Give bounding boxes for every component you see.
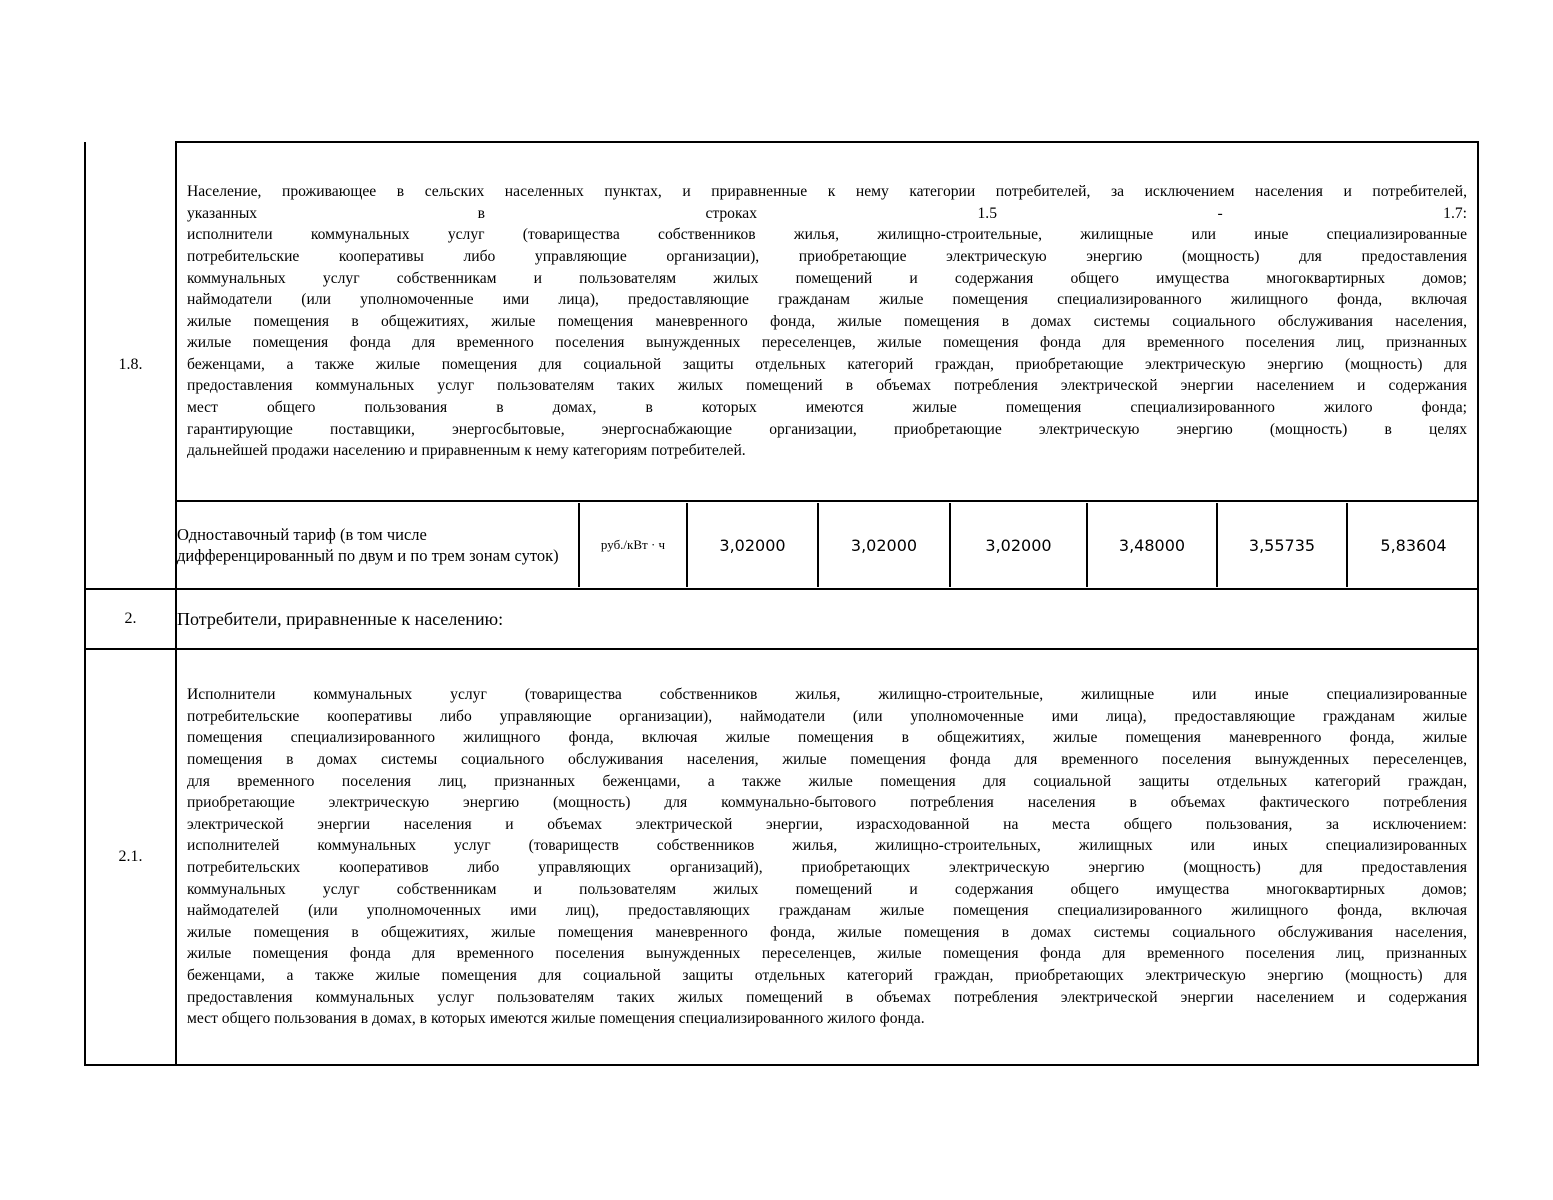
tariff-value: 3,02000 bbox=[687, 503, 818, 587]
tariff-value: 3,48000 bbox=[1087, 503, 1217, 587]
text-line: Исполнители коммунальных услуг (товарищества собственников жилья, жилищно-строительные, жилищные или иные специализированные bbox=[187, 686, 1467, 704]
tariff-value: 3,55735 bbox=[1217, 503, 1347, 587]
text-line: наймодателей (или уполномоченных ими лиц), предоставляющих гражданам жилые помещения специализированного жилищного фонда, включая bbox=[187, 902, 1467, 920]
text-line: для временного поселения лиц, признанных беженцами, а также жилые помещения для социальной защиты отдельных категорий граждан, bbox=[187, 772, 1467, 790]
tariff-table bbox=[84, 141, 1479, 1066]
text-line: электрической энергии населения и объемах электрической энергии, израсходованной на места общего пользования, за исключением: bbox=[187, 815, 1467, 833]
text-line: наймодатели (или уполномоченные ими лица), предоставляющие гражданам жилые помещения специализированного жилищного фонда, включая bbox=[187, 291, 1467, 309]
row-number: 1.8. bbox=[85, 142, 176, 589]
tariff-value: 3,02000 bbox=[818, 503, 950, 587]
text-line: мест общего пользования в домах, в которых имеются жилые помещения специализированного жилого фонда. bbox=[187, 1010, 925, 1028]
row-2-1 bbox=[85, 649, 1478, 1065]
text-line: коммунальных услуг собственникам и пользователям жилых помещений и содержания общего имущества многоквартирных домов; bbox=[187, 269, 1467, 287]
text-line: жилые помещения фонда для временного поселения вынужденных переселенцев, жилые помещения фонда для временного поселения лиц, признанных bbox=[187, 334, 1467, 352]
text-line: предоставления коммунальных услуг пользователям таких жилых помещений в объемах потребления электрической энергии населением и содержания bbox=[187, 377, 1467, 395]
text-line: беженцами, а также жилые помещения для социальной защиты отдельных категорий граждан, приобретающих электрическую энергию (мощность) для bbox=[187, 966, 1467, 984]
text-line: мест общего пользования в домах, в которых имеются жилые помещения специализированного жилого фонда; bbox=[187, 399, 1467, 417]
text-line: исполнители коммунальных услуг (товарищества собственников жилья, жилищно-строительные, жилищные или иные специализированные bbox=[187, 226, 1467, 244]
text-line: приобретающие электрическую энергию (мощность) для коммунально-бытового потребления населения в объемах фактического потребления bbox=[187, 794, 1467, 812]
text-line: беженцами, а также жилые помещения для социальной защиты отдельных категорий граждан, приобретающие электрическую энергию (мощность) для bbox=[187, 355, 1467, 373]
text-line: потребительские кооперативы либо управляющие организации), приобретающие электрическую энергию (мощность) для предоставления bbox=[187, 247, 1467, 265]
row-number: 2. bbox=[85, 589, 176, 649]
text-line: исполнителей коммунальных услуг (товариществ собственников жилья, жилищно-строительных, жилищных или иных специализированных bbox=[187, 837, 1467, 855]
text-line: жилые помещения фонда для временного поселения вынужденных переселенцев, жилые помещения фонда для временного поселения лиц, признанных bbox=[187, 945, 1467, 963]
row-2 bbox=[85, 589, 1478, 649]
tariff-value: 5,83604 bbox=[1347, 503, 1479, 587]
row-description-cell bbox=[176, 142, 1478, 501]
text-line: помещения в домах системы социального обслуживания населения, жилые помещения фонда для временного поселения вынужденных переселенцев, bbox=[187, 751, 1467, 769]
text-line: гарантирующие поставщики, энергосбытовые, энергоснабжающие организации, приобретающие электрическую энергию (мощность) в целях bbox=[187, 420, 1467, 438]
row-description-cell bbox=[176, 649, 1478, 1065]
row-description bbox=[177, 181, 1477, 462]
text-line: дальнейшей продажи населению и приравненным к нему категориям потребителей. bbox=[187, 442, 746, 460]
tariff-unit: руб./кВт · ч bbox=[579, 503, 687, 587]
text-line: потребительских кооперативов либо управляющих организаций), приобретающих электрическую энергию (мощность) для предоставления bbox=[187, 859, 1467, 876]
tariff-name: Одноставочный тариф (в том числе дифференцированный по двум и по трем зонам суток) bbox=[177, 503, 579, 587]
text-line: коммунальных услуг собственникам и пользователям жилых помещений и содержания общего имущества многоквартирных домов; bbox=[187, 880, 1467, 898]
text-line: жилые помещения в общежитиях, жилые помещения маневренного фонда, жилые помещения в домах системы социального обслуживания населения, bbox=[187, 312, 1467, 330]
tariff-cell bbox=[176, 501, 1478, 589]
tariff-values-table bbox=[177, 503, 1479, 587]
text-line: потребительские кооперативы либо управляющие организации), наймодатели (или уполномоченные ими лица), предоставляющие гражданам жилые bbox=[187, 707, 1467, 725]
text-line: жилые помещения в общежитиях, жилые помещения маневренного фонда, жилые помещения в домах системы социального обслуживания населения, bbox=[187, 923, 1467, 941]
row-1-8 bbox=[85, 142, 1478, 501]
row-number: 2.1. bbox=[85, 649, 176, 1065]
text-line: Население, проживающее в сельских населенных пунктах, и приравненные к нему категории потребителей, за исключением населения и потребителей, bbox=[187, 183, 1467, 201]
tariff-row bbox=[85, 501, 1478, 589]
row-heading: Потребители, приравненные к населению: bbox=[176, 589, 1478, 649]
text-line: предоставления коммунальных услуг пользователям таких жилых помещений в объемах потребления электрической энергии населением и содержания bbox=[187, 988, 1467, 1006]
text-line: помещения специализированного жилищного фонда, включая жилые помещения в общежитиях, жилые помещения маневренного фонда, жилые bbox=[187, 729, 1467, 747]
tariff-value: 3,02000 bbox=[950, 503, 1087, 587]
text-line: указанных в строках 1.5 - 1.7: bbox=[187, 204, 1467, 222]
row-description bbox=[177, 684, 1477, 1030]
